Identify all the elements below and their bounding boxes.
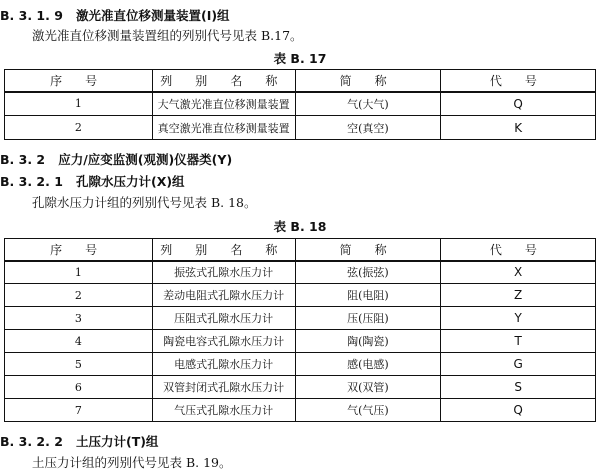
paragraph-b322: 土压力计组的列别代号见表 B. 19。 <box>32 455 232 470</box>
cell-no: 1 <box>5 261 153 284</box>
cell-name: 陶瓷电容式孔隙水压力计 <box>152 330 295 353</box>
cell-code: Q <box>441 399 596 422</box>
table-row <box>5 353 596 376</box>
cell-code: Y <box>441 307 596 330</box>
cell-abbr: 气(大气) <box>295 92 441 116</box>
table-row <box>5 376 596 399</box>
cell-abbr: 双(双管) <box>295 376 441 399</box>
cell-no: 2 <box>5 116 153 140</box>
cell-abbr: 气(气压) <box>295 399 441 422</box>
cell-abbr: 压(压阻) <box>295 307 441 330</box>
cell-code: T <box>441 330 596 353</box>
cell-code: K <box>441 116 596 140</box>
section-heading-b321 <box>0 172 185 190</box>
table-header-row <box>5 70 596 92</box>
table-b18 <box>4 238 596 422</box>
header-abbr: 简 称 <box>295 239 441 261</box>
section-heading-b32 <box>0 150 232 168</box>
cell-no: 4 <box>5 330 153 353</box>
table-row <box>5 92 596 116</box>
header-code: 代 号 <box>441 70 596 92</box>
section-heading-b319 <box>0 6 230 24</box>
table-row <box>5 330 596 353</box>
paragraph-b319: 激光准直位移测量装置组的列别代号见表 B.17。 <box>32 28 303 43</box>
section-title: 应力/应变监测(观测)仪器类(Y) <box>58 152 233 167</box>
section-title: 孔隙水压力计(X)组 <box>75 174 185 189</box>
cell-no: 5 <box>5 353 153 376</box>
section-title: 激光准直位移测量装置(I)组 <box>75 8 230 23</box>
section-number: B. 3. 2. 2 <box>0 434 63 449</box>
cell-no: 7 <box>5 399 153 422</box>
cell-abbr: 空(真空) <box>295 116 441 140</box>
cell-name: 真空激光准直位移测量装置 <box>152 116 295 140</box>
header-no: 序 号 <box>5 70 153 92</box>
header-name: 列 别 名 称 <box>152 239 295 261</box>
section-number: B. 3. 2 <box>0 152 46 167</box>
cell-abbr: 感(电感) <box>295 353 441 376</box>
section-title: 土压力计(T)组 <box>75 434 159 449</box>
cell-name: 气压式孔隙水压力计 <box>152 399 295 422</box>
paragraph-b321: 孔隙水压力计组的列别代号见表 B. 18。 <box>32 195 257 210</box>
cell-name: 压阻式孔隙水压力计 <box>152 307 295 330</box>
table-header-row <box>5 239 596 261</box>
cell-name: 振弦式孔隙水压力计 <box>152 261 295 284</box>
cell-name: 电感式孔隙水压力计 <box>152 353 295 376</box>
cell-name: 差动电阻式孔隙水压力计 <box>152 284 295 307</box>
cell-no: 1 <box>5 92 153 116</box>
table-caption-b17: 表 B. 17 <box>273 51 327 66</box>
header-abbr: 简 称 <box>295 70 441 92</box>
section-number: B. 3. 2. 1 <box>0 174 63 189</box>
cell-code: Q <box>441 92 596 116</box>
table-row <box>5 399 596 422</box>
table-caption-b18: 表 B. 18 <box>273 219 327 234</box>
cell-abbr: 弦(振弦) <box>295 261 441 284</box>
cell-name: 双管封闭式孔隙水压力计 <box>152 376 295 399</box>
section-heading-b322 <box>0 432 158 450</box>
table-b17 <box>4 69 596 140</box>
table-row <box>5 284 596 307</box>
cell-no: 6 <box>5 376 153 399</box>
header-code: 代 号 <box>441 239 596 261</box>
cell-code: G <box>441 353 596 376</box>
cell-no: 3 <box>5 307 153 330</box>
cell-no: 2 <box>5 284 153 307</box>
header-no: 序 号 <box>5 239 153 261</box>
cell-code: Z <box>441 284 596 307</box>
cell-name: 大气激光准直位移测量装置 <box>152 92 295 116</box>
section-number: B. 3. 1. 9 <box>0 8 63 23</box>
table-row <box>5 307 596 330</box>
cell-code: S <box>441 376 596 399</box>
cell-code: X <box>441 261 596 284</box>
cell-abbr: 陶(陶瓷) <box>295 330 441 353</box>
cell-abbr: 阻(电阻) <box>295 284 441 307</box>
table-row <box>5 116 596 140</box>
table-row <box>5 261 596 284</box>
header-name: 列 别 名 称 <box>152 70 295 92</box>
